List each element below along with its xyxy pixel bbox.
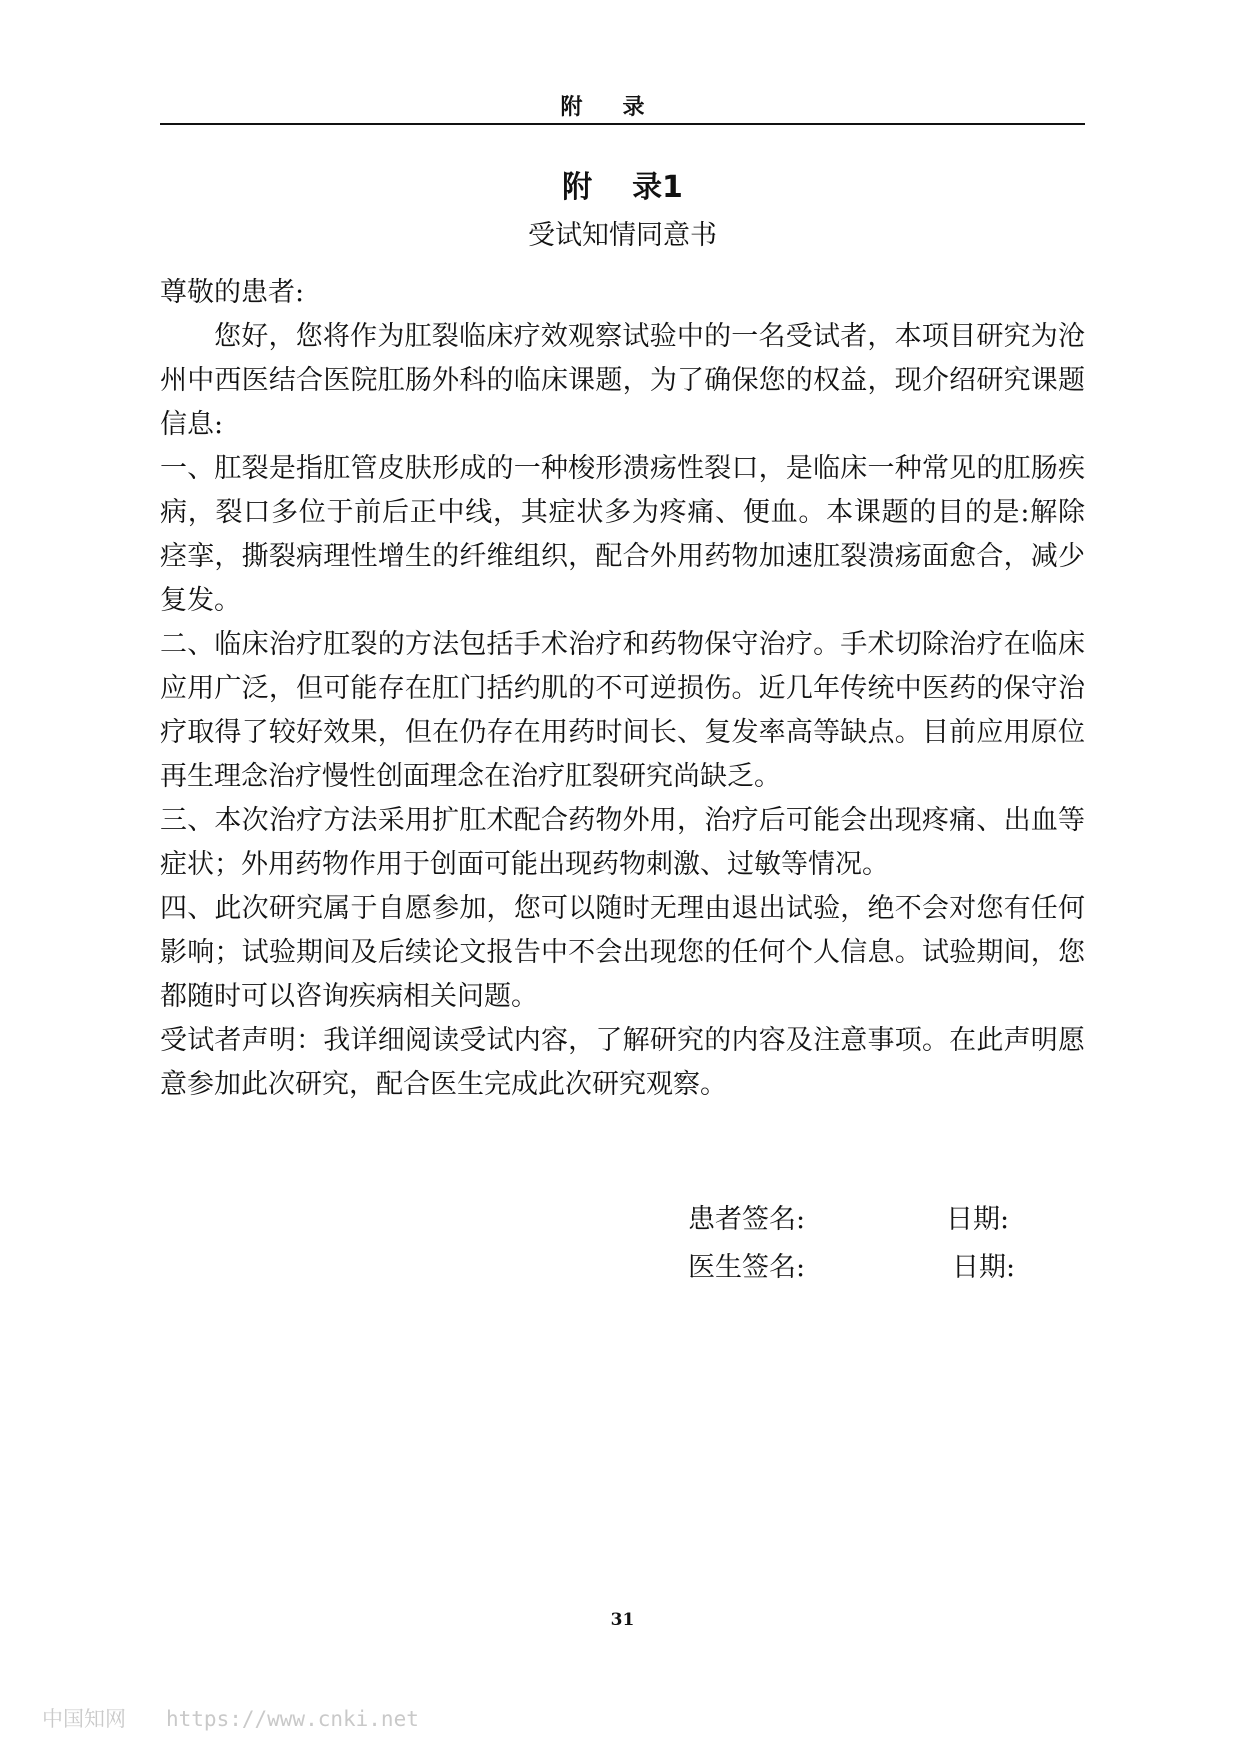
doctor-date-label: 日期: <box>952 1252 1016 1283</box>
consent-body <box>160 271 1085 1107</box>
item-4-paragraph: 四、此次研究属于自愿参加，您可以随时无理由退出试验，绝不会对您有任何影响；试验期间及后续论文报告中不会出现您的任何个人信息。试验期间，您都随时可以咨询疾病相关问题。 <box>160 893 1085 1012</box>
page-number: 31 <box>610 1610 635 1630</box>
header-rule <box>160 123 1085 125</box>
patient-signature-label: 患者签名: <box>688 1204 806 1235</box>
patient-date-label: 日期: <box>946 1204 1010 1235</box>
watermark-brand: 中国知网 <box>42 1707 126 1731</box>
document-title: 受试知情同意书 <box>528 220 717 251</box>
item-3-paragraph: 三、本次治疗方法采用扩肛术配合药物外用，治疗后可能会出现疼痛、出血等症状；外用药物作用于创面可能出现药物刺激、过敏等情况。 <box>160 805 1085 880</box>
appendix-title <box>160 162 1085 206</box>
doctor-signature-row <box>688 1244 1015 1292</box>
patient-signature-row <box>688 1196 1015 1244</box>
intro-paragraph: 您好，您将作为肛裂临床疗效观察试验中的一名受试者，本项目研究为沧州中西医结合医院肛肠外科的临床课题，为了确保您的权益，现介绍研究课题信息: <box>160 321 1085 440</box>
salutation: 尊敬的患者: <box>160 277 305 308</box>
watermark-url: https://www.cnki.net <box>166 1707 419 1731</box>
item-2-paragraph: 二、临床治疗肛裂的方法包括手术治疗和药物保守治疗。手术切除治疗在临床应用广泛，但可能存在肛门括约肌的不可逆损伤。近几年传统中医药的保守治疗取得了较好效果，但在仍存在用药时间长、复发率高等缺点。目前应用原位再生理念治疗慢性创面理念在治疗肛裂研究尚缺乏。 <box>160 629 1085 792</box>
watermark <box>42 1703 419 1733</box>
declaration-paragraph: 受试者声明：我详细阅读受试内容，了解研究的内容及注意事项。在此声明愿意参加此次研究，配合医生完成此次研究观察。 <box>160 1025 1085 1100</box>
item-1-paragraph: 一、肛裂是指肛管皮肤形成的一种梭形溃疡性裂口，是临床一种常见的肛肠疾病，裂口多位于前后正中线，其症状多为疼痛、便血。本课题的目的是:解除痉挛，撕裂病理性增生的纤维组织，配合外用药物加速肛裂溃疡面愈合，减少复发。 <box>160 453 1085 616</box>
doctor-signature-label: 医生签名: <box>688 1252 806 1283</box>
running-header: 附录 <box>560 95 685 120</box>
signature-block <box>688 1196 1015 1292</box>
appendix-title-prefix: 附 <box>562 170 593 205</box>
appendix-title-suffix: 录1 <box>632 170 683 205</box>
